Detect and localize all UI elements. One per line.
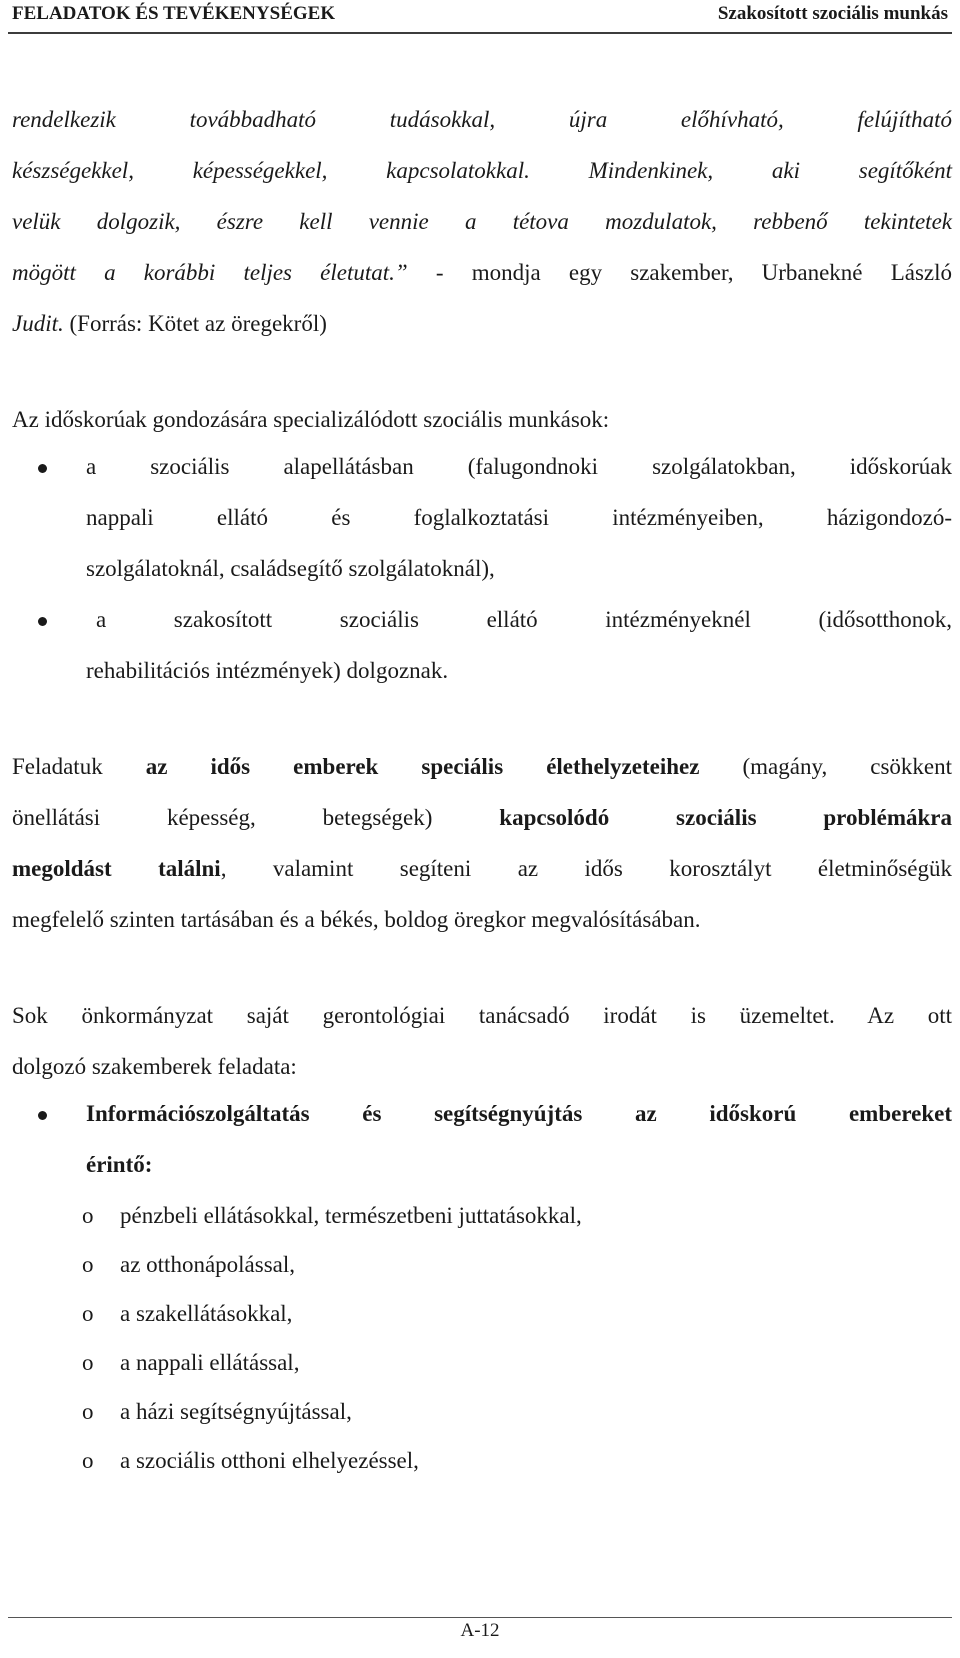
task-emphasis: kapcsolódó szociális problémákra: [499, 805, 953, 830]
task-emphasis: megoldást találni: [12, 856, 221, 881]
quote-source: (Forrás: Kötet az öregekről): [69, 311, 327, 336]
bullet-1-line-1: a szociális alapellátásban (falugondnoki szolgálatokban, időskorúak: [86, 454, 952, 479]
sub-item: az otthonápolással,: [120, 1252, 296, 1277]
task-text: Feladatuk: [12, 754, 103, 779]
task-text: önellátási képesség, betegségek): [12, 805, 433, 830]
sub-item: a nappali ellátással,: [120, 1350, 300, 1375]
sub-item-marker: o: [82, 1448, 94, 1473]
task-line-4: megfelelő szinten tartásában és a békés, boldog öregkor megvalósításában.: [12, 907, 701, 932]
bullet-dot-icon: [38, 1111, 47, 1120]
task-text: (magány, csökkent: [742, 754, 953, 779]
page-number: A-12: [460, 1620, 500, 1641]
page-header: [8, 0, 952, 34]
quote-line-1: rendelkezik továbbadható tudásokkal, újra előhívható, felújítható: [12, 107, 952, 132]
quote-line-3: velük dolgozik, észre kell vennie a tétova mozdulatok, rebbenő tekintetek: [12, 209, 952, 234]
task-line-2: [12, 792, 952, 844]
quote-end: mögött a korábbi teljes életutat.”: [12, 260, 408, 285]
task-line-3: [12, 843, 952, 895]
header-chapter-title: FELADATOK ÉS TEVÉKENYSÉGEK: [12, 3, 336, 24]
info-bullet-line-2: érintő:: [86, 1152, 153, 1177]
sub-item: pénzbeli ellátásokkal, természetbeni juttatásokkal,: [120, 1203, 582, 1228]
sub-item-marker: o: [82, 1203, 94, 1228]
office-line-2: dolgozó szakemberek feladata:: [12, 1054, 297, 1079]
header-section-title: Szakosított szociális munkás: [717, 3, 948, 24]
sub-item-marker: o: [82, 1350, 94, 1375]
bullet-1-line-2: nappali ellátó és foglalkoztatási intézményeiben, házigondozó-: [86, 505, 952, 530]
sub-item-marker: o: [82, 1252, 94, 1277]
quote-author-end: Judit.: [12, 311, 64, 336]
sub-item-marker: o: [82, 1399, 94, 1424]
office-line-1: Sok önkormányzat saját gerontológiai tanácsadó irodát is üzemeltet. Az ott: [12, 1003, 952, 1028]
quote-line-2: készségekkel, képességekkel, kapcsolatokkal. Mindenkinek, aki segítőként: [12, 158, 952, 183]
bullet-dot-icon: [38, 464, 47, 473]
bullet-dot-icon: [38, 617, 47, 626]
quote-attribution: - mondja egy szakember, Urbanekné László: [435, 260, 952, 285]
sub-item: a szakellátásokkal,: [120, 1301, 293, 1326]
bullet-marker: [38, 594, 60, 646]
sub-item: a szociális otthoni elhelyezéssel,: [120, 1448, 419, 1473]
quote-line-5: [12, 298, 952, 350]
info-bullet-line-1: Információszolgáltatás és segítségnyújtás az időskorú embereket: [86, 1101, 952, 1126]
task-line-1: [12, 741, 952, 793]
bullet-2-line-2: rehabilitációs intézmények) dolgoznak.: [86, 658, 449, 683]
sub-item: a házi segítségnyújtással,: [120, 1399, 352, 1424]
intro-text: Az időskorúak gondozására specializálódott szociális munkások:: [12, 407, 610, 432]
task-emphasis: az idős emberek speciális élethelyzeteihez: [145, 754, 700, 779]
bullet-marker: [38, 441, 60, 493]
quote-line-4: [12, 247, 952, 299]
bullet-1-line-3: szolgálatoknál, családsegítő szolgálatoknál),: [86, 556, 495, 581]
bullet-2-line-1: a szakosított szociális ellátó intézményeknél (idősotthonok,: [96, 607, 952, 632]
sub-item-marker: o: [82, 1301, 94, 1326]
task-text: , valamint segíteni az idős korosztályt életminőségük: [220, 856, 953, 881]
footer-divider: [8, 1617, 952, 1618]
bullet-marker: [38, 1088, 60, 1140]
